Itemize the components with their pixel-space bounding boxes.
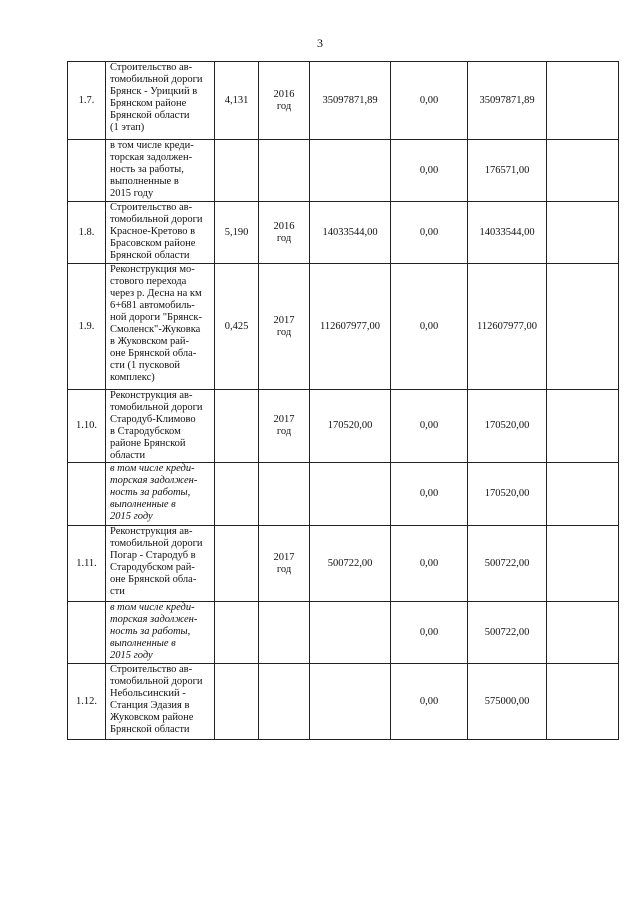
total-amount-cell (310, 602, 391, 664)
year-cell (259, 463, 310, 526)
amount-col7-cell: 176571,00 (468, 140, 547, 202)
amount-col6-cell: 0,00 (391, 62, 468, 140)
row-number-cell: 1.11. (68, 526, 106, 602)
total-amount-cell (310, 664, 391, 740)
total-amount-cell: 170520,00 (310, 390, 391, 463)
table-row (68, 602, 619, 664)
row-number-cell: 1.10. (68, 390, 106, 463)
amount-col8-cell (547, 62, 619, 140)
budget-table (67, 61, 619, 740)
amount-col6-cell: 0,00 (391, 602, 468, 664)
table-row (68, 62, 619, 140)
length-cell (215, 140, 259, 202)
amount-col7-cell: 170520,00 (468, 390, 547, 463)
object-name-cell: Реконструкция ав- томобильной дороги Погар - Стародуб в Стародубском рай- оне Брянской обла- сти (106, 526, 215, 602)
total-amount-cell: 14033544,00 (310, 202, 391, 264)
length-cell (215, 602, 259, 664)
amount-col7-cell: 500722,00 (468, 526, 547, 602)
amount-col8-cell (547, 463, 619, 526)
amount-col8-cell (547, 264, 619, 390)
year-cell: 2017 год (259, 390, 310, 463)
year-cell (259, 664, 310, 740)
total-amount-cell: 112607977,00 (310, 264, 391, 390)
length-cell: 0,425 (215, 264, 259, 390)
amount-col6-cell: 0,00 (391, 526, 468, 602)
row-number-cell: 1.9. (68, 264, 106, 390)
row-number-cell (68, 602, 106, 664)
total-amount-cell (310, 463, 391, 526)
amount-col6-cell: 0,00 (391, 664, 468, 740)
object-name-cell: Строительство ав- томобильной дороги Небольсинский - Станция Эдазия в Жуковском районе Брянской области (106, 664, 215, 740)
amount-col8-cell (547, 602, 619, 664)
amount-col8-cell (547, 664, 619, 740)
amount-col7-cell: 35097871,89 (468, 62, 547, 140)
table-row (68, 202, 619, 264)
year-cell (259, 140, 310, 202)
object-name-cell: в том числе креди- торская задолжен- ность за работы, выполненные в 2015 году (106, 463, 215, 526)
table-row (68, 463, 619, 526)
amount-col8-cell (547, 526, 619, 602)
object-name-cell: Реконструкция мо- стового перехода через р. Десна на км 6+681 автомобиль- ной дороги "Брянск- Смоленск"-Жуковка в Жуковском рай- оне Брянской обла- сти (1 пусковой комплекс) (106, 264, 215, 390)
table-row (68, 264, 619, 390)
amount-col7-cell: 112607977,00 (468, 264, 547, 390)
amount-col7-cell: 170520,00 (468, 463, 547, 526)
object-name-cell: Строительство ав- томобильной дороги Красное-Кретово в Брасовском районе Брянской области (106, 202, 215, 264)
year-cell: 2016 год (259, 202, 310, 264)
object-name-cell: в том числе креди- торская задолжен- ность за работы, выполненные в 2015 году (106, 602, 215, 664)
object-name-cell: Строительство ав- томобильной дороги Брянск - Урицкий в Брянском районе Брянской области (1 этап) (106, 62, 215, 140)
length-cell (215, 526, 259, 602)
table-row (68, 140, 619, 202)
amount-col7-cell: 575000,00 (468, 664, 547, 740)
total-amount-cell: 500722,00 (310, 526, 391, 602)
amount-col6-cell: 0,00 (391, 463, 468, 526)
length-cell (215, 390, 259, 463)
row-number-cell (68, 463, 106, 526)
row-number-cell: 1.7. (68, 62, 106, 140)
year-cell: 2016 год (259, 62, 310, 140)
length-cell (215, 664, 259, 740)
length-cell (215, 463, 259, 526)
length-cell: 5,190 (215, 202, 259, 264)
amount-col6-cell: 0,00 (391, 390, 468, 463)
row-number-cell: 1.8. (68, 202, 106, 264)
row-number-cell (68, 140, 106, 202)
page-number: 3 (317, 36, 323, 50)
amount-col6-cell: 0,00 (391, 264, 468, 390)
amount-col6-cell: 0,00 (391, 202, 468, 264)
table-row (68, 390, 619, 463)
year-cell: 2017 год (259, 264, 310, 390)
amount-col8-cell (547, 390, 619, 463)
row-number-cell: 1.12. (68, 664, 106, 740)
object-name-cell: в том числе креди- торская задолжен- ность за работы, выполненные в 2015 году (106, 140, 215, 202)
total-amount-cell: 35097871,89 (310, 62, 391, 140)
table-row (68, 526, 619, 602)
amount-col7-cell: 500722,00 (468, 602, 547, 664)
year-cell: 2017 год (259, 526, 310, 602)
amount-col8-cell (547, 202, 619, 264)
amount-col6-cell: 0,00 (391, 140, 468, 202)
total-amount-cell (310, 140, 391, 202)
length-cell: 4,131 (215, 62, 259, 140)
table-row (68, 664, 619, 740)
object-name-cell: Реконструкция ав- томобильной дороги Стародуб-Климово в Стародубском районе Брянской области (106, 390, 215, 463)
amount-col7-cell: 14033544,00 (468, 202, 547, 264)
amount-col8-cell (547, 140, 619, 202)
year-cell (259, 602, 310, 664)
